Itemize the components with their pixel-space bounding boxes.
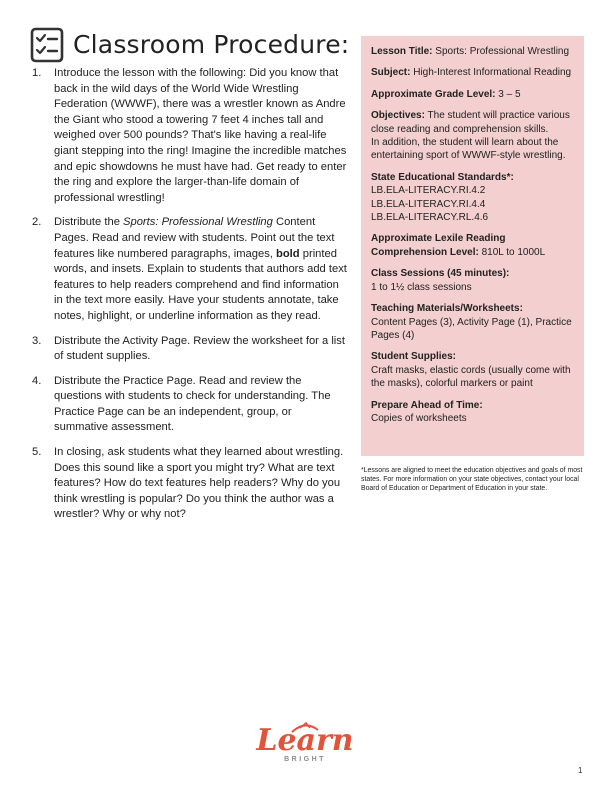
- info-field-value: LB.ELA-LITERACY.RL.4.6: [371, 212, 489, 224]
- info-field: [371, 109, 574, 163]
- procedure-step: [32, 445, 348, 523]
- step-text-run: Distribute the: [54, 216, 124, 229]
- page-title: Classroom Procedure:: [73, 30, 350, 59]
- procedure-step: [32, 215, 348, 324]
- lesson-info-panel: [361, 36, 584, 456]
- procedure-step: [32, 374, 348, 436]
- info-field-label: Lesson Title:: [371, 46, 433, 57]
- info-field: [371, 399, 574, 426]
- info-field-label: Objectives:: [371, 110, 425, 122]
- step-text-run: printed words, and insets. Explain to students that authors add text features to help readers comprehend and find information in the text more easily. Have your students annotate, take notes, highlight, or underline information as they read.: [54, 247, 347, 322]
- info-field-value: Copies of worksheets: [371, 412, 467, 424]
- step-text-run: Distribute the Practice Page. Read and review the questions with students to check for understanding. The Practice Page can be an independent, group, or summative assessment.: [54, 374, 331, 434]
- step-text-run: Distribute the Activity Page. Review the worksheet for a list of student supplies.: [54, 334, 345, 363]
- logo-word: Learn: [256, 723, 354, 758]
- info-field-label: Approximate Grade Level:: [371, 88, 496, 100]
- step-number: 4.: [32, 374, 42, 387]
- info-field-label: Approximate Lexile Reading Comprehension Level:: [371, 233, 506, 258]
- info-field-value: Sports: Professional Wrestling: [435, 46, 570, 57]
- info-field-value: LB.ELA-LITERACY.RI.4.4: [371, 198, 486, 210]
- info-field-label: Prepare Ahead of Time:: [371, 399, 483, 411]
- step-number: 5.: [32, 446, 42, 459]
- info-field-label: State Educational Standards*:: [371, 171, 514, 183]
- step-text: [54, 334, 348, 365]
- step-number: 2.: [32, 216, 42, 229]
- info-field-label: Subject:: [371, 67, 411, 79]
- info-field: [371, 88, 574, 101]
- page-header: [28, 22, 350, 70]
- step-number: 3.: [32, 334, 42, 347]
- checklist-icon: [28, 26, 64, 64]
- standards-footnote: *Lessons are aligned to meet the education objectives and goals of most states. For more information on your state objectives, contact your local Board of Education or Department of Education in your state.: [361, 467, 583, 493]
- procedure-list: [32, 66, 348, 532]
- page-number: 1: [578, 766, 583, 775]
- info-field: [371, 232, 574, 259]
- procedure-step: [32, 66, 348, 206]
- info-field-value: LB.ELA-LITERACY.RI.4.2: [371, 185, 486, 197]
- info-field-value: 1 to 1½ class sessions: [371, 281, 472, 293]
- info-field-label: Teaching Materials/Worksheets:: [371, 303, 523, 315]
- info-field-value: Craft masks, elastic cords (usually come with the masks), colorful markers or paint: [371, 364, 571, 390]
- logo-subtitle: BRIGHT: [284, 756, 326, 763]
- info-field-label: Student Supplies:: [371, 351, 456, 363]
- step-text-run: bold: [276, 247, 300, 260]
- info-field-label: Class Sessions (45 minutes):: [371, 268, 510, 280]
- info-field-value: The student will practice various close reading and comprehension skills.: [371, 110, 570, 135]
- info-field: [371, 350, 574, 390]
- learn-bright-logo: [250, 722, 360, 774]
- step-text: [54, 66, 348, 206]
- info-field: [371, 302, 574, 342]
- step-text: [54, 445, 348, 523]
- info-field: [371, 45, 574, 58]
- info-field-value: 810L to 1000L: [481, 246, 546, 258]
- step-text-run: Content Pages. Read and review with students. Point out the text features like numbered paragraphs, images,: [54, 216, 335, 260]
- step-text: [54, 215, 348, 324]
- info-field-value: High-Interest Informational Reading: [413, 67, 572, 79]
- info-field-value: In addition, the student will learn about the entertaining sport of WWWF-style wrestling.: [371, 137, 566, 162]
- step-text-run: Introduce the lesson with the following: Did you know that back in the wild days of the World Wide Wrestling Federation (WWWF), there was a wrestler known as Andre the Giant who stood a towering 7 feet 4 inches tall and weighed over 500 pounds? That's like having a real-life giant stepping into the ring! Imagine the incredible matches and epic showdowns he must have had. Get ready to enter the ring and explore the larger-than-life domain of professional wrestling!: [54, 67, 347, 204]
- info-field: [371, 267, 574, 294]
- step-number: 1.: [32, 67, 42, 79]
- info-field-value: Content Pages (3), Activity Page (1), Practice Pages (4): [371, 316, 572, 341]
- info-field-value: 3 – 5: [498, 88, 521, 100]
- procedure-step: [32, 334, 348, 365]
- info-field: [371, 66, 574, 79]
- step-text-run: In closing, ask students what they learned about wrestling. Does this sound like a sport you might try? What are text features? How do text features help readers? Why do you think wrestling is popular? Do you think the author was a wrestler? Why or why not?: [54, 446, 344, 521]
- info-field: [371, 171, 574, 225]
- step-text-run: Sports: Professional Wrestling: [123, 216, 273, 229]
- step-text: [54, 374, 348, 436]
